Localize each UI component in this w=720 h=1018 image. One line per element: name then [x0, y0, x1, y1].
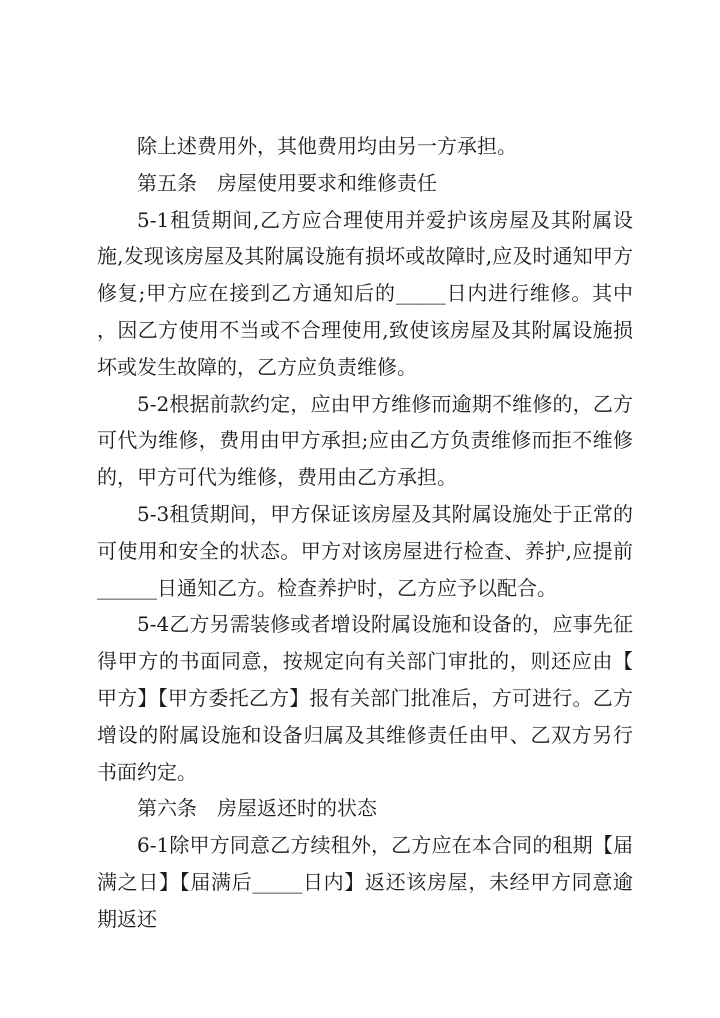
article-6-heading: 第六条 房屋返还时的状态 — [137, 796, 377, 821]
clause-5-4: 5-4乙方另需装修或者增设附属设施和设备的，应事先征得甲方的书面同意，按规定向有关部门审批的，则还应由【甲方】【甲方委托乙方】报有关部门批准后，方可进行。乙方增设的附属设施和设备归属及其维修责任由甲、乙双方另行书面约定。 — [97, 612, 633, 784]
clause-5-2: 5-2根据前款约定，应由甲方维修而逾期不维修的，乙方可代为维修，费用由甲方承担;应由乙方负责维修而拒不维修的，甲方可代为维修，费用由乙方承担。 — [97, 391, 633, 490]
clause-5-1: 5-1租赁期间,乙方应合理使用并爱护该房屋及其附属设施,发现该房屋及其附属设施有损坏或故障时,应及时通知甲方修复;甲方应在接到乙方通知后的_____日内进行维修。其中，因乙方使用不当或不合理使用,致使该房屋及其附属设施损坏或发生故障的，乙方应负责维修。 — [97, 207, 633, 379]
article-5-heading: 第五条 房屋使用要求和维修责任 — [137, 170, 437, 195]
clause-5-3: 5-3租赁期间，甲方保证该房屋及其附属设施处于正常的可使用和安全的状态。甲方对该房屋进行检查、养护,应提前______日通知乙方。检查养护时，乙方应予以配合。 — [97, 501, 633, 600]
document-body — [97, 128, 633, 938]
paragraph-fee-remainder: 除上述费用外，其他费用均由另一方承担。 — [137, 134, 517, 158]
clause-6-1: 6-1除甲方同意乙方续租外，乙方应在本合同的租期【届满之日】【届满后_____日内】返还该房屋，未经甲方同意逾期返还 — [97, 833, 633, 931]
